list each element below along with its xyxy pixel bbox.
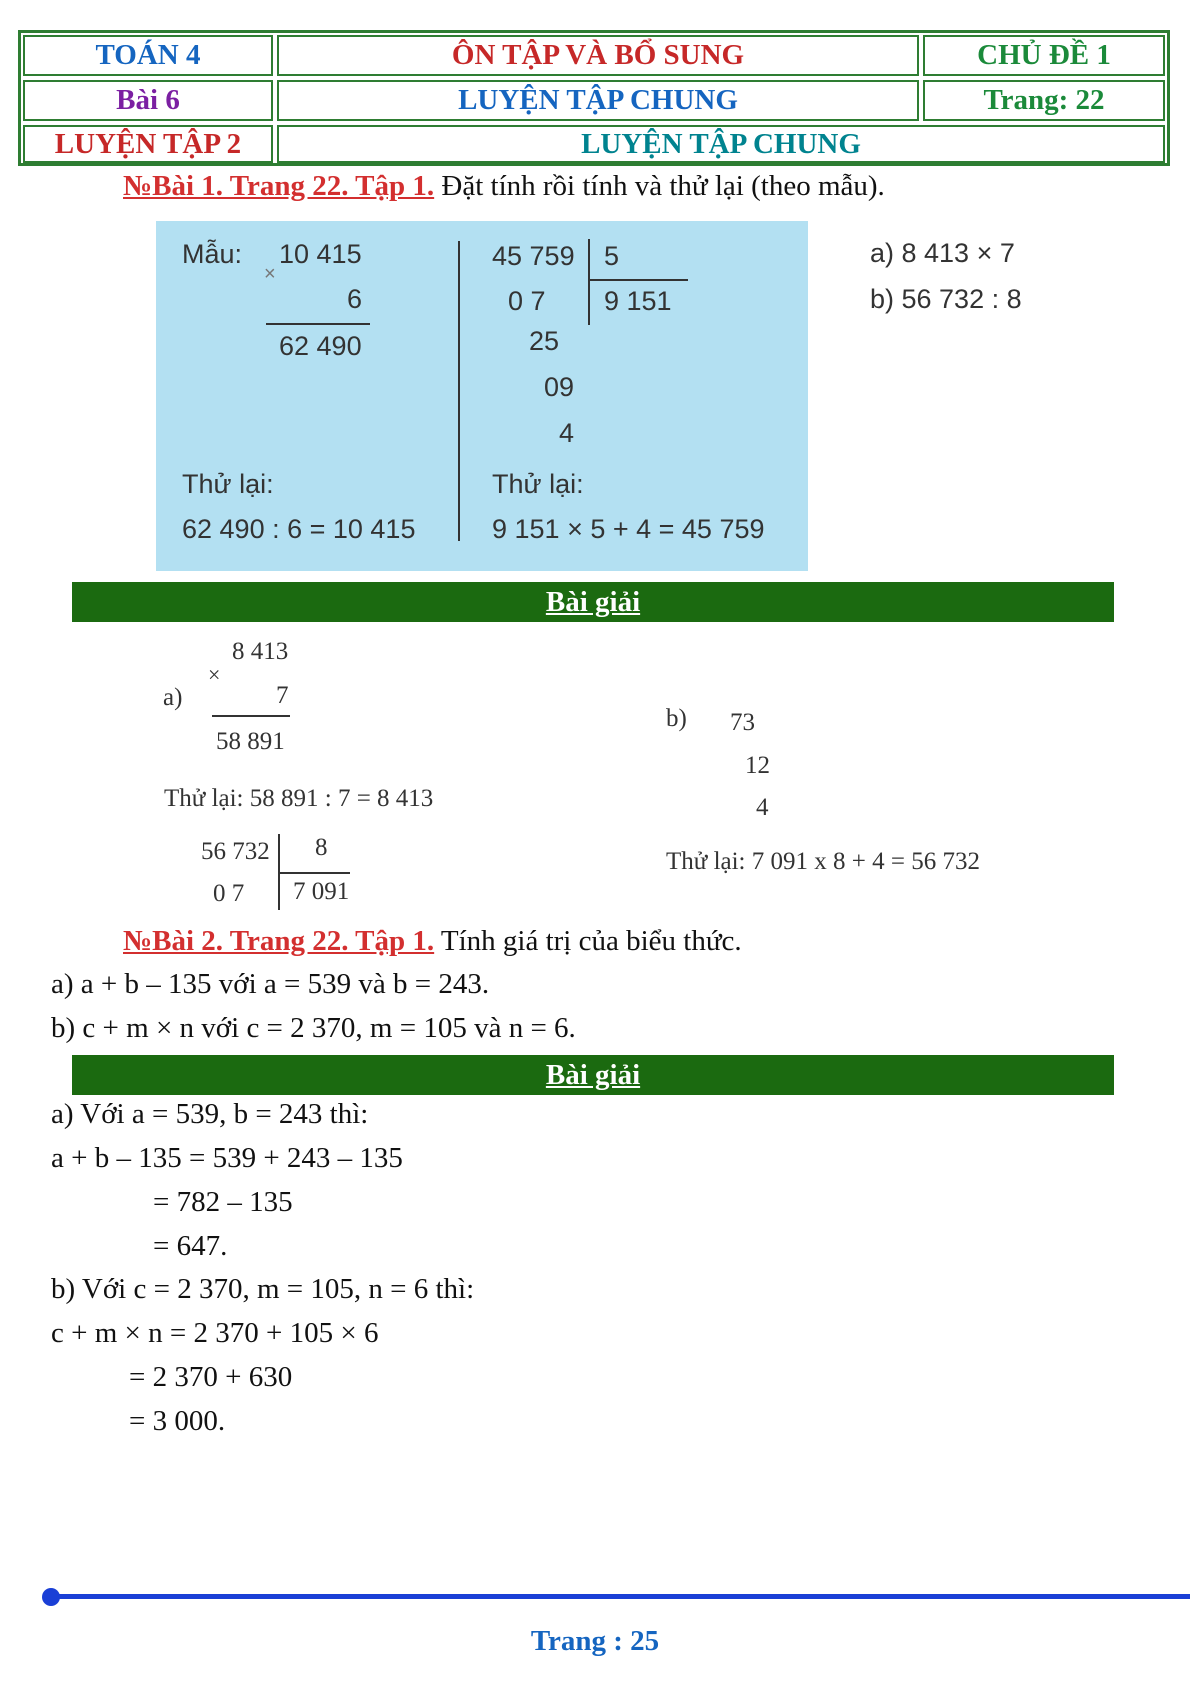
lesson-title-cell: LUYỆN TẬP CHUNG [277,80,919,121]
sample-div-step: 25 [529,326,560,356]
sol-b-divisor: 8 [315,834,328,861]
footer-page: Trang : 25 [530,1625,660,1657]
ex2-solution-line: = 647. [153,1230,228,1262]
sample-mul-result: 62 490 [279,331,362,361]
ex2-title: №Bài 2. Trang 22. Tập 1. [123,925,435,957]
sol-b-step: 4 [756,794,769,821]
sample-check-label-2: Thử lại: [492,469,584,499]
sol-b-quotient: 7 091 [293,878,350,905]
sol-a-result: 58 891 [216,728,285,755]
sample-div-vline [588,239,590,325]
sol-a-sign: × [208,662,221,687]
sample-divider [458,241,460,541]
sample-label: Mẫu: [182,239,243,269]
sol-b-dividend: 56 732 [201,838,270,865]
ex2-solution-line: a + b – 135 = 539 + 243 – 135 [51,1142,403,1174]
sol-a-top: 8 413 [232,638,289,665]
sample-div-check: 9 151 × 5 + 4 = 45 759 [492,514,765,544]
sample-mul-top: 10 415 [279,239,362,269]
sol-b-step: 73 [730,709,755,736]
sample-check-label-1: Thử lại: [182,469,274,499]
practice-title-cell: LUYỆN TẬP CHUNG [277,125,1165,163]
sample-div-step: 4 [559,418,575,448]
sample-div-quotient: 9 151 [604,286,672,316]
page-ref-cell: Trang: 22 [923,80,1165,121]
sample-div-divisor: 5 [604,241,620,271]
sol-a-line [212,715,290,717]
sample-div-hline [588,279,688,281]
sol-b-check: Thử lại: 7 091 x 8 + 4 = 56 732 [666,848,980,875]
sol-b-step1: 0 7 [213,880,245,907]
ex2-solution-line: = 3 000. [129,1405,226,1437]
sol-b-label: b) [666,705,687,732]
ex2-solution-line: = 782 – 135 [153,1186,293,1218]
sol-b-hline [278,872,350,874]
sample-div-dividend: 45 759 [492,241,575,271]
sample-div-step: 09 [544,372,575,402]
ex2-part-b: b) c + m × n với c = 2 370, m = 105 và n = 6. [51,1012,576,1044]
solution-banner-2 [72,1055,1114,1095]
sample-div-step: 0 7 [508,286,546,316]
ex2-solution-line: = 2 370 + 630 [129,1361,293,1393]
footer-line [50,1594,1190,1599]
header-table [18,30,1170,166]
ex2-solution-line: b) Với c = 2 370, m = 105, n = 6 thì: [51,1273,475,1305]
solution-label-2: Bài giải [545,1058,641,1091]
sample-mul-line [266,323,370,325]
topic-cell: CHỦ ĐỀ 1 [923,35,1165,76]
sol-a-bottom: 7 [276,682,289,709]
ex2-solution-line: c + m × n = 2 370 + 105 × 6 [51,1317,379,1349]
sol-b-step: 12 [745,752,770,779]
solution-banner-1 [72,582,1114,622]
sample-mul-check: 62 490 : 6 = 10 415 [182,514,416,544]
ex1-heading [123,170,885,203]
ex2-part-a: a) a + b – 135 với a = 539 và b = 243. [51,968,490,1000]
ex2-heading [123,925,742,958]
ex1-task-b: b) 56 732 : 8 [870,284,1022,314]
sol-a-check: Thử lại: 58 891 : 7 = 8 413 [164,785,434,812]
lesson-cell: Bài 6 [23,80,273,121]
practice-cell: LUYỆN TẬP 2 [23,125,273,163]
ex2-text: Tính giá trị của biểu thức. [434,925,742,957]
ex1-title: №Bài 1. Trang 22. Tập 1. [123,170,435,202]
solution-label-1: Bài giải [545,585,641,618]
subject-cell: TOÁN 4 [23,35,273,76]
sample-mul-sign: × [264,263,276,285]
sample-box [156,221,808,571]
ex1-text: Đặt tính rồi tính và thử lại (theo mẫu). [434,170,885,202]
sample-mul-bottom: 6 [347,284,363,314]
ex1-task-a: a) 8 413 × 7 [870,238,1015,268]
ex2-solution-line: a) Với a = 539, b = 243 thì: [51,1098,369,1130]
sol-a-label: a) [163,684,183,711]
chapter-cell: ÔN TẬP VÀ BỔ SUNG [277,35,919,76]
